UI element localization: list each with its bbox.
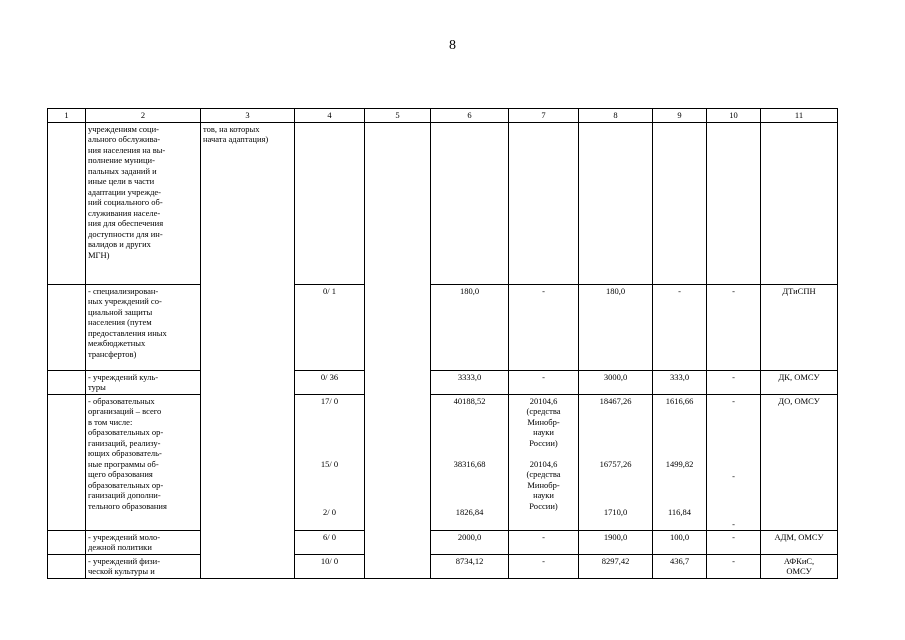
federal-cell: - <box>509 554 579 578</box>
local-additional: 116,84 <box>667 506 692 517</box>
col1-cell <box>48 122 86 284</box>
header-cell: 4 <box>295 109 365 123</box>
federal-cell: - <box>509 370 579 394</box>
col1-cell <box>48 284 86 370</box>
header-cell: 6 <box>431 109 509 123</box>
col1-cell <box>48 554 86 578</box>
description-cell: учреждениям соци- ального обслужива- ния населения на вы- полнение муници- пальных заданий и иные цели в части адаптации учрежде- ний социального об- служивания населе- ния для обеспечения доступности для ин- валидов и других МГН) <box>86 122 201 284</box>
federal-cell <box>509 394 579 530</box>
col8-cell <box>579 122 653 284</box>
table-row <box>48 370 838 394</box>
total-cell: 180,0 <box>431 284 509 370</box>
description-cell: - специализирован- ных учреждений со- циальной защиты населения (путем предоставления иных межбюджетных трансфертов) <box>86 284 201 370</box>
col11-cell <box>761 122 838 284</box>
count-cell: 0/ 36 <box>295 370 365 394</box>
data-table-container <box>47 108 837 579</box>
other-additional: - <box>732 518 735 529</box>
header-cell: 5 <box>365 109 431 123</box>
count-cell: 6/ 0 <box>295 530 365 554</box>
table-row <box>48 530 838 554</box>
local-general: 1499,82 <box>665 458 694 469</box>
col9-cell <box>653 122 707 284</box>
other-all: - <box>732 395 735 406</box>
federal-all: 20104,6 (средства Минобр- науки России) <box>526 395 561 448</box>
responsible-cell: ДК, ОМСУ <box>761 370 838 394</box>
count-general: 15/ 0 <box>320 458 339 469</box>
federal-cell: - <box>509 284 579 370</box>
total-cell: 8734,12 <box>431 554 509 578</box>
regional-additional: 1710,0 <box>603 506 628 517</box>
regional-cell: 3000,0 <box>579 370 653 394</box>
table-row <box>48 122 838 284</box>
header-cell: 10 <box>707 109 761 123</box>
col6-cell <box>431 122 509 284</box>
description-cell: - образовательных организаций – всего в том числе: образовательных ор- ганизаций, реализу- ющих образователь- ные программы об- щего образования образовательных ор- ганизаций дополни- тельного образования <box>86 394 201 530</box>
other-cell <box>707 394 761 530</box>
regional-general: 16757,26 <box>599 458 632 469</box>
description-cell: - учреждений куль- туры <box>86 370 201 394</box>
regional-cell <box>579 394 653 530</box>
regional-all: 18467,26 <box>599 395 632 406</box>
responsible-cell: АДМ, ОМСУ <box>761 530 838 554</box>
count-cell: 10/ 0 <box>295 554 365 578</box>
other-cell: - <box>707 284 761 370</box>
col7-cell <box>509 122 579 284</box>
page-number: 8 <box>449 38 456 53</box>
header-cell: 2 <box>86 109 201 123</box>
col10-cell <box>707 122 761 284</box>
total-cell: 2000,0 <box>431 530 509 554</box>
local-cell: - <box>653 284 707 370</box>
other-cell: - <box>707 554 761 578</box>
indicator-cell: тов, на которых начата адаптация) <box>201 122 295 578</box>
local-cell <box>653 394 707 530</box>
local-cell: 333,0 <box>653 370 707 394</box>
regional-cell: 1900,0 <box>579 530 653 554</box>
table-row <box>48 284 838 370</box>
header-cell: 3 <box>201 109 295 123</box>
responsible-cell: ДТиСПН <box>761 284 838 370</box>
col1-cell <box>48 394 86 530</box>
col5-cell <box>365 122 431 578</box>
total-all: 40188,52 <box>453 395 486 406</box>
count-cell: 0/ 1 <box>295 284 365 370</box>
header-cell: 1 <box>48 109 86 123</box>
local-all: 1616,66 <box>665 395 694 406</box>
total-cell <box>431 394 509 530</box>
table-header-row <box>48 109 838 123</box>
table-row <box>48 554 838 578</box>
count-total: 17/ 0 <box>320 395 339 406</box>
header-cell: 8 <box>579 109 653 123</box>
responsible-cell: АФКиС, ОМСУ <box>761 554 838 578</box>
regional-cell: 180,0 <box>579 284 653 370</box>
description-cell: - учреждений моло- дежной политики <box>86 530 201 554</box>
data-table <box>47 108 838 579</box>
local-cell: 436,7 <box>653 554 707 578</box>
header-cell: 7 <box>509 109 579 123</box>
col4-cell <box>295 122 365 284</box>
federal-cell: - <box>509 530 579 554</box>
total-general: 38316,68 <box>453 458 486 469</box>
col1-cell <box>48 370 86 394</box>
other-cell: - <box>707 370 761 394</box>
other-cell: - <box>707 530 761 554</box>
other-general: - <box>732 470 735 481</box>
total-cell: 3333,0 <box>431 370 509 394</box>
header-cell: 11 <box>761 109 838 123</box>
regional-cell: 8297,42 <box>579 554 653 578</box>
header-cell: 9 <box>653 109 707 123</box>
table-row <box>48 394 838 530</box>
responsible-cell: ДО, ОМСУ <box>761 394 838 530</box>
count-additional: 2/ 0 <box>323 506 336 517</box>
count-cell <box>295 394 365 530</box>
col1-cell <box>48 530 86 554</box>
description-cell: - учреждений физи- ческой культуры и <box>86 554 201 578</box>
total-additional: 1826,84 <box>455 506 484 517</box>
federal-general: 20104,6 (средства Минобр- науки России) <box>526 458 561 511</box>
local-cell: 100,0 <box>653 530 707 554</box>
